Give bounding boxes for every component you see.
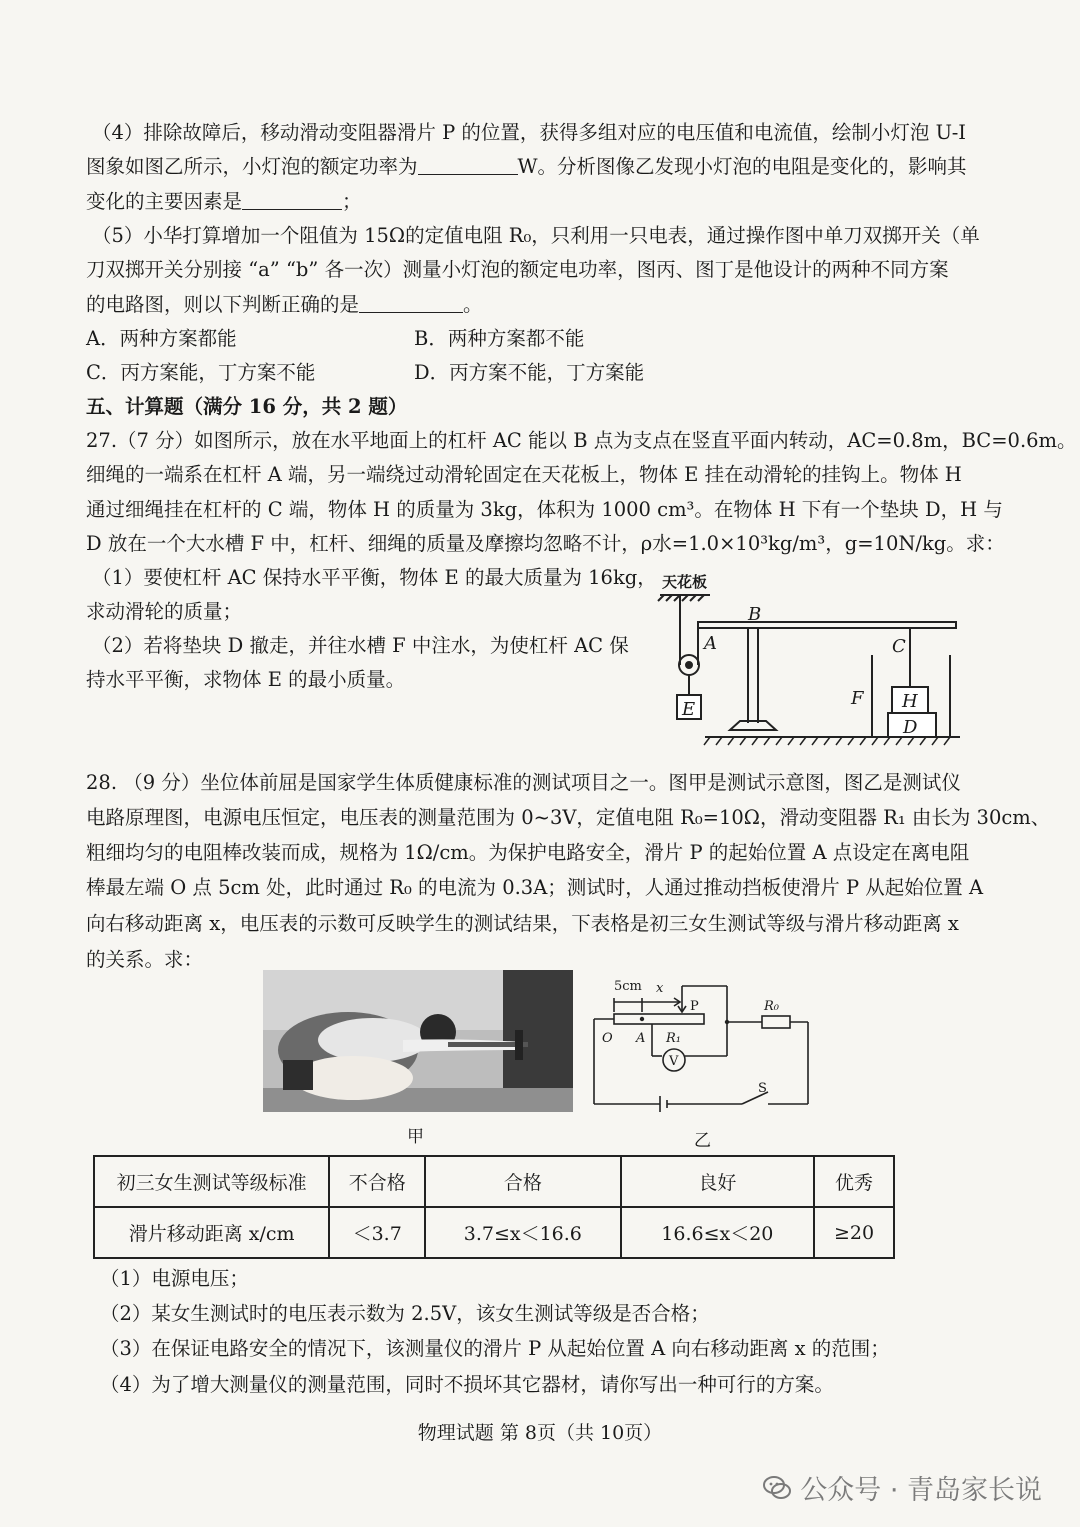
lever-pulley-figure xyxy=(650,565,970,750)
q27-sub2a: （2）若将垫块 D 撤走，并往水槽 F 中注水，为使杠杆 AC 保 xyxy=(92,634,629,657)
q26-part5-line1: （5）小华打算增加一个阻值为 15Ω的定值电阻 R₀，只利用一只电表，通过操作图中单刀双掷开关（单 xyxy=(92,224,980,247)
table-cell: ≥20 xyxy=(814,1207,894,1258)
option-c: C．丙方案能，丁方案不能 xyxy=(86,361,316,384)
q28-sub3: （3）在保证电路安全的情况下，该测量仪的滑片 P 从起始位置 A 向右移动距离 x 的范围； xyxy=(100,1337,890,1360)
grade-table xyxy=(93,1155,895,1259)
label-d: D xyxy=(903,717,918,738)
table-cell: 初三女生测试等级标准 xyxy=(94,1156,329,1207)
caption-jia: 甲 xyxy=(407,1127,424,1147)
q27-sub2b: 持水平平衡，求物体 E 的最小质量。 xyxy=(86,668,406,691)
table-cell: 滑片移动距离 x/cm xyxy=(94,1207,329,1258)
table-cell: 不合格 xyxy=(329,1156,425,1207)
answer-blank xyxy=(418,154,518,175)
voltmeter-label: V xyxy=(669,1054,679,1069)
q27-line3: 通过细绳挂在杠杆的 C 端，物体 H 的质量为 3kg，体积为 1000 cm³。在物体 H 下有一个垫块 D，H 与 xyxy=(86,498,1003,521)
q26-part5-line3 xyxy=(86,288,483,322)
caption-yi: 乙 xyxy=(694,1131,711,1151)
table-cell: 3.7≤x＜16.6 xyxy=(425,1207,621,1258)
section5-title: 五、计算题（满分 16 分，共 2 题） xyxy=(86,395,408,418)
table-cell: 优秀 xyxy=(814,1156,894,1207)
circuit-diagram xyxy=(590,972,820,1112)
answer-blank xyxy=(359,292,463,313)
q28-sub2: （2）某女生测试时的电压表示数为 2.5V，该女生测试等级是否合格； xyxy=(100,1302,710,1325)
len-label: 5cm xyxy=(614,979,642,994)
q28-line2: 电路原理图，电源电压恒定，电压表的测量范围为 0~3V，定值电阻 R₀=10Ω，滑动变阻器 R₁ 由长为 30cm、 xyxy=(86,806,1051,829)
page-footer: 物理试题 第 8页（共 10页） xyxy=(417,1422,663,1444)
table-cell: 合格 xyxy=(425,1156,621,1207)
q27-sub1a: （1）要使杠杆 AC 保持水平平衡，物体 E 的最大质量为 16kg， xyxy=(92,566,657,589)
q26-part4-line2 xyxy=(86,150,967,184)
table-cell: 良好 xyxy=(621,1156,815,1207)
q26-part4-text-a: 图象如图乙所示，小灯泡的额定功率为 xyxy=(86,155,418,178)
q28-line5: 向右移动距离 x，电压表的示数可反映学生的测试结果，下表格是初三女生测试等级与滑片移动距离 x xyxy=(86,912,959,935)
label-h: H xyxy=(902,691,918,712)
label-e: E xyxy=(682,699,696,720)
q27-line2: 细绳的一端系在杠杆 A 端，另一端绕过动滑轮固定在天花板上，物体 E 挂在动滑轮的挂钩上。物体 H xyxy=(86,463,962,486)
table-cell: ＜3.7 xyxy=(329,1207,425,1258)
q26-part5-text-b: 。 xyxy=(463,293,483,316)
q26-part5-text-a: 的电路图，则以下判断正确的是 xyxy=(86,293,360,316)
q26-part4-text-c: 变化的主要因素是 xyxy=(86,190,243,213)
option-a: A．两种方案都能 xyxy=(86,327,237,350)
o-label: O xyxy=(602,1031,613,1046)
q26-part5-line2: 刀双掷开关分别接 “a” “b” 各一次）测量小灯泡的额定电功率，图丙、图丁是他设计的两种不同方案 xyxy=(86,258,949,281)
q26-part4-text-d: ； xyxy=(342,190,362,213)
q26-part4-line3 xyxy=(86,185,362,219)
option-d: D．丙方案不能，丁方案能 xyxy=(414,361,645,384)
ground-hatch xyxy=(704,737,950,745)
q26-part4-text-b: W。分析图像乙发现小灯泡的电阻是变化的，影响其 xyxy=(517,155,967,178)
watermark xyxy=(762,1468,1042,1507)
switch-label: S xyxy=(758,1081,767,1096)
r1-label: R₁ xyxy=(666,1031,681,1046)
q26-part4-line1: （4）排除故障后，移动滑动变阻器滑片 P 的位置，获得多组对应的电压值和电流值，绘制小灯泡 U-I xyxy=(92,121,967,144)
table-header-row xyxy=(94,1156,894,1207)
answer-blank xyxy=(242,189,342,210)
table-row xyxy=(94,1207,894,1258)
label-f: F xyxy=(851,688,864,709)
q28-line4: 棒最左端 O 点 5cm 处，此时通过 R₀ 的电流为 0.3A；测试时，人通过推动挡板使滑片 P 从起始位置 A xyxy=(86,876,984,899)
q28-sub4: （4）为了增大测量仪的测量范围，同时不损坏其它器材，请你写出一种可行的方案。 xyxy=(100,1373,834,1396)
label-c: C xyxy=(892,636,906,657)
q28-sub1: （1）电源电压； xyxy=(100,1267,249,1290)
wechat-icon xyxy=(762,1473,792,1503)
label-b: B xyxy=(748,604,762,625)
a-label: A xyxy=(636,1031,646,1046)
x-label: x xyxy=(656,981,664,996)
label-a: A xyxy=(704,633,717,654)
r0-label: R₀ xyxy=(764,999,779,1014)
ceiling-label: 天花板 xyxy=(662,573,708,591)
table-cell: 16.6≤x＜20 xyxy=(621,1207,815,1258)
q28-line3: 粗细均匀的电阻棒改装而成，规格为 1Ω/cm。为保护电路安全，滑片 P 的起始位置 A 点设定在离电阻 xyxy=(86,841,970,864)
q28-line6: 的关系。求： xyxy=(86,948,204,971)
q27-line1: 27.（7 分）如图所示，放在水平地面上的杠杆 AC 能以 B 点为支点在竖直平面内转动，AC=0.8m，BC=0.6m。 xyxy=(86,429,1077,452)
photo-sit-and-reach xyxy=(263,970,573,1112)
option-b: B．两种方案都不能 xyxy=(414,327,585,350)
q28-line1: 28. （9 分）坐位体前屈是国家学生体质健康标准的测试项目之一。图甲是测试示意图，图乙是测试仪 xyxy=(86,771,961,794)
q27-sub1b: 求动滑轮的质量； xyxy=(86,600,243,623)
watermark-text: 公众号 · 青岛家长说 xyxy=(800,1475,1042,1506)
q27-line4: D 放在一个大水槽 F 中，杠杆、细绳的质量及摩擦均忽略不计，ρ水=1.0×10³kg/m³，g=10N/kg。求： xyxy=(86,532,1005,555)
p-label: P xyxy=(690,999,699,1014)
